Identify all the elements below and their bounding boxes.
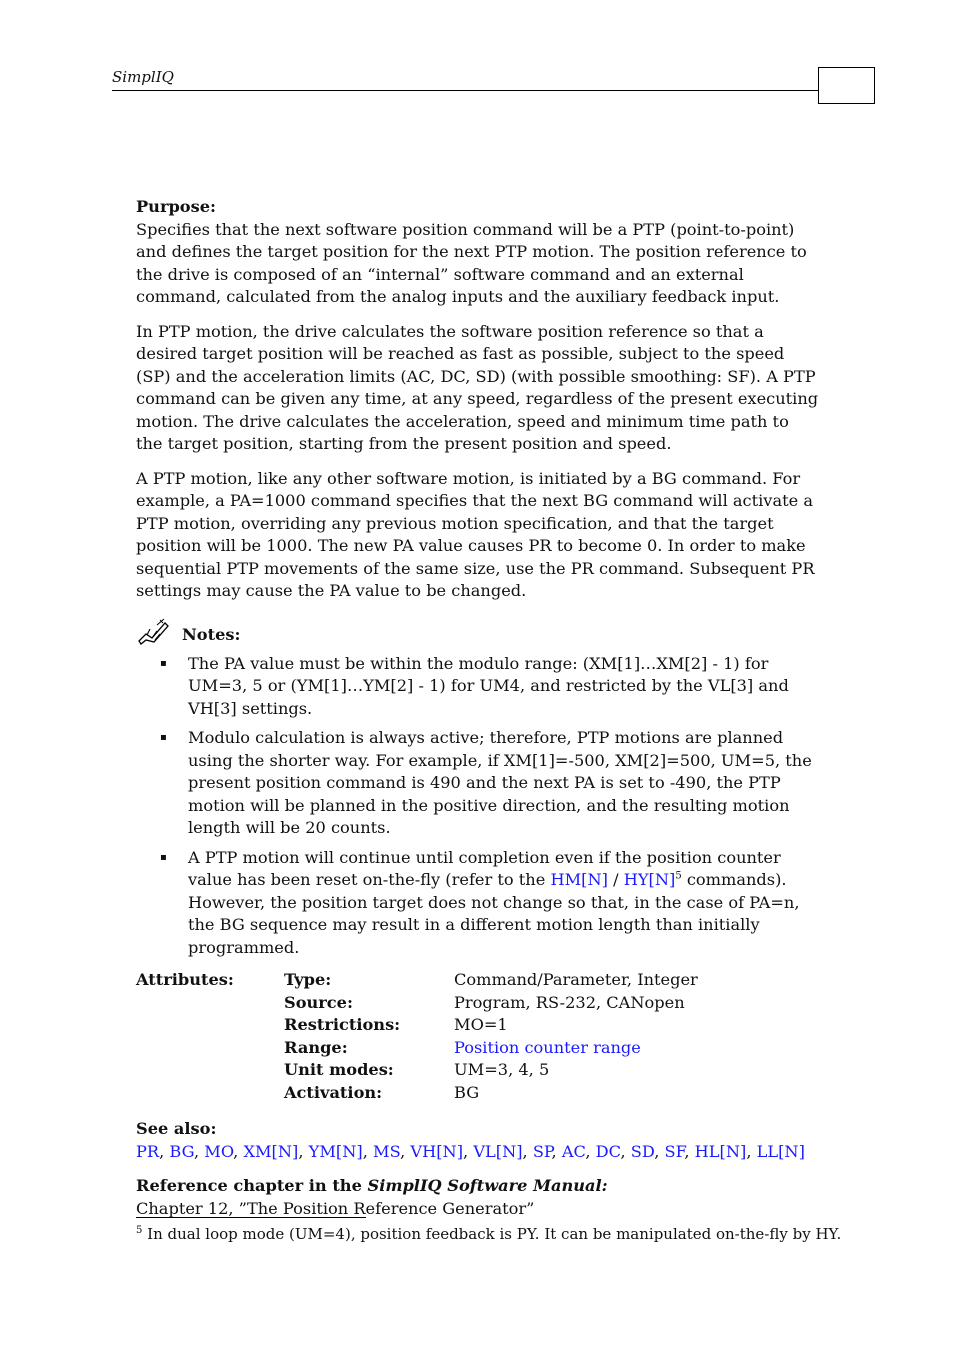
- bullet-icon: ▪: [160, 851, 167, 863]
- attr-key: Source:: [284, 992, 353, 1012]
- note-text-post: commands). However, the position target does not change so that, in the case of PA=n, the BG sequence may result in a different motion length than initially programmed.: [188, 870, 800, 957]
- footnote-text: In dual loop mode (UM=4), position feedback is PY. It can be manipulated on-the-fly by HY.: [142, 1225, 842, 1243]
- purpose-paragraph-3: A PTP motion, like any other software motion, is initiated by a BG command. For example, a PA=1000 command specifies that the next BG command will activate a PTP motion, overriding any previous motion specification, and that the target position will be 1000. The new PA value causes PR to become 0. In order to make sequential PTP movements of the same size, use the PR command. Subsequent PR settings may cause the PA value to be changed.: [136, 468, 815, 600]
- see-also-link[interactable]: DC: [595, 1141, 621, 1161]
- purpose-paragraph-1: Specifies that the next software position command will be a PTP (point-to-point) and defines the target position for the next PTP motion. The position reference to the drive is composed of an “internal” software command and an external command, calculated from the analog inputs and the auxiliary feedback input.: [136, 219, 807, 306]
- attr-key: Restrictions:: [284, 1015, 401, 1034]
- note-text: Modulo calculation is always active; therefore, PTP motions are planned using the shorter way. For example, if XM[1]=-500, XM[2]=500, UM=5, the present position command is 490 and the next PA is set to -490, the PTP motion will be planned in the positive direction, and the resulting motion length will be 20 counts.: [188, 728, 812, 837]
- range-link[interactable]: Position counter range: [454, 1037, 641, 1057]
- attr-key: Unit modes:: [284, 1060, 394, 1079]
- see-also-links: PR, BG, MO, XM[N], YM[N], MS, VH[N], VL[N], SP, AC, DC, SD, SF, HL[N], LL[N]: [136, 1141, 805, 1161]
- header-title: SimplIQ: [112, 68, 174, 86]
- footnote-ref[interactable]: 5: [675, 870, 682, 882]
- note-hand-icon: [136, 617, 170, 647]
- link-hy[interactable]: HY[N]: [623, 870, 676, 889]
- see-also-link[interactable]: MS: [373, 1141, 401, 1161]
- attr-value: BG: [454, 1082, 480, 1102]
- reference-chapter: Chapter 12, ”The Position Reference Generator”: [136, 1198, 535, 1218]
- attr-value: Command/Parameter, Integer: [454, 970, 698, 989]
- attr-value: Program, RS-232, CANopen: [454, 992, 685, 1012]
- see-also-link[interactable]: XM[N]: [243, 1141, 299, 1161]
- reference-brand: SimplIQ: [367, 1176, 442, 1195]
- attr-value: UM=3, 4, 5: [454, 1060, 550, 1079]
- see-also-link[interactable]: HL[N]: [694, 1141, 747, 1161]
- see-also-link[interactable]: LL[N]: [756, 1141, 805, 1161]
- notes-heading: Notes:: [182, 625, 241, 644]
- attributes-label: Attributes:: [136, 970, 234, 989]
- page-number-box: [818, 67, 875, 104]
- see-also-link[interactable]: SF: [664, 1141, 685, 1161]
- reference-pre: Reference chapter in the: [136, 1176, 368, 1195]
- see-also-link[interactable]: SD: [630, 1141, 655, 1161]
- attr-value: MO=1: [454, 1015, 508, 1034]
- list-item: [136, 653, 820, 721]
- attr-key: Type:: [284, 970, 332, 989]
- reference-manual: Software Manual:: [441, 1176, 608, 1195]
- note-text-pre: A PTP motion will continue until completion even if the position counter value has been reset on-the-fly (refer to the: [188, 847, 781, 889]
- see-also-link[interactable]: SP: [532, 1141, 552, 1161]
- see-also-link[interactable]: VL[N]: [473, 1141, 523, 1161]
- reference-heading: [136, 1175, 820, 1198]
- bullet-icon: ▪: [160, 732, 167, 743]
- link-separator: /: [607, 870, 624, 889]
- notes-list: [136, 653, 820, 960]
- see-also-heading: See also:: [136, 1119, 217, 1138]
- note-text: The PA value must be within the modulo range: (XM[1]…XM[2] - 1) for UM=3, 5 or (YM[1]…YM[2] - 1) for UM4, and restricted by the VL[3] and VH[3] settings.: [188, 653, 789, 718]
- purpose-paragraph-2: In PTP motion, the drive calculates the software position reference so that a desired target position will be reached as fast as possible, subject to the speed (SP) and the acceleration limits (AC, DC, SD) (with possible smoothing: SF). A PTP command can be given any time, at any speed, regardless of the present executing motion. The drive calculates the acceleration, speed and minimum time path to the target position, starting from the present position and speed.: [136, 321, 819, 453]
- see-also-link[interactable]: YM[N]: [308, 1141, 363, 1161]
- bullet-icon: ▪: [160, 657, 167, 669]
- list-item: [136, 847, 820, 960]
- see-also-link[interactable]: VH[N]: [410, 1141, 464, 1161]
- link-hm[interactable]: HM[N]: [550, 870, 608, 889]
- header-rule: [112, 90, 818, 91]
- see-also-link[interactable]: PR: [136, 1141, 160, 1161]
- attr-key: Range:: [284, 1037, 348, 1057]
- footnote-rule: [136, 1217, 366, 1218]
- page-content: [136, 196, 820, 1220]
- attributes-table: [136, 969, 698, 1104]
- see-also-link[interactable]: MO: [204, 1141, 234, 1161]
- purpose-heading: Purpose:: [136, 197, 216, 216]
- see-also-link[interactable]: AC: [561, 1141, 586, 1161]
- footnote: [136, 1225, 841, 1243]
- list-item: [136, 727, 820, 840]
- footnote-number: 5: [136, 1225, 143, 1236]
- see-also-link[interactable]: BG: [169, 1141, 194, 1161]
- notes-header: [136, 617, 820, 647]
- attr-key: Activation:: [284, 1082, 383, 1102]
